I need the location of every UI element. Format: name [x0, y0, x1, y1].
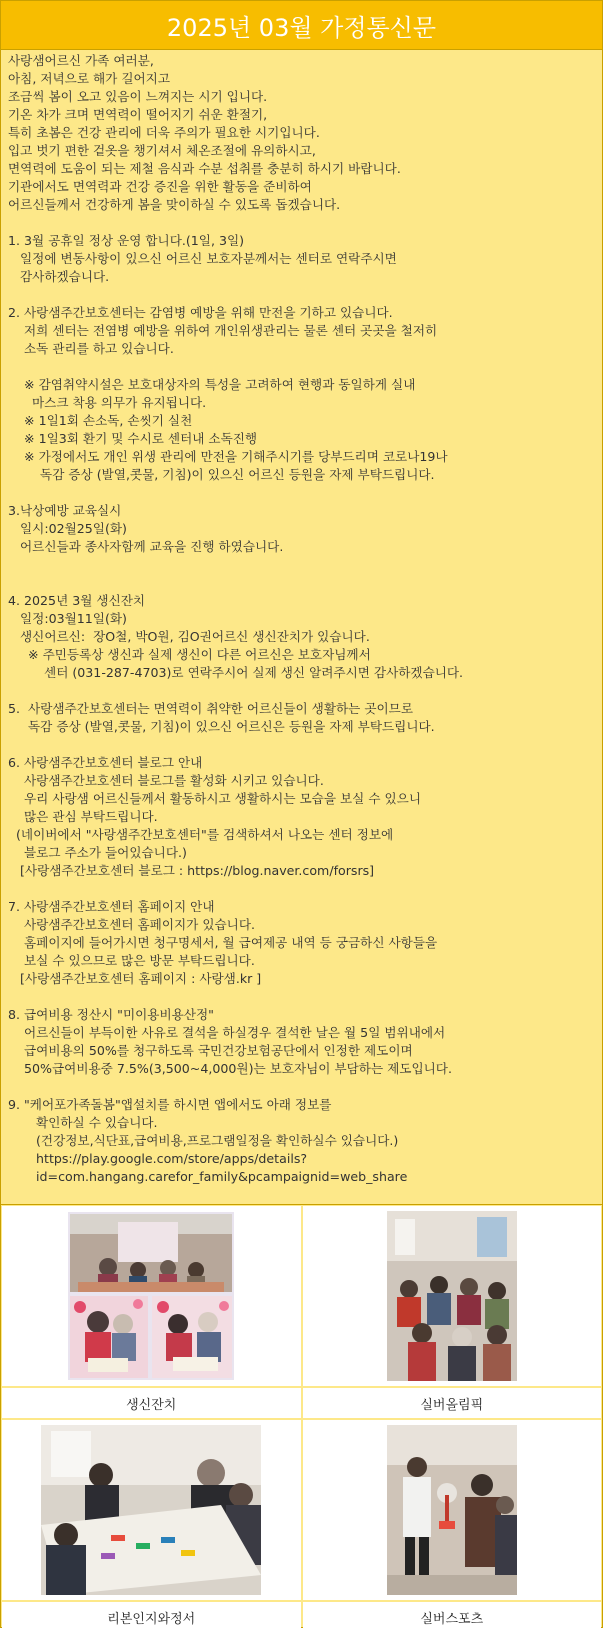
- body-line: 일정에 변동사항이 있으신 어르신 보호자분께서는 센터로 연락주시면: [8, 251, 397, 266]
- body-line: 소독 관리를 하고 있습니다.: [8, 341, 174, 356]
- silver-olympic-photo: [387, 1211, 517, 1381]
- body-line: 1. 3월 공휴일 정상 운영 합니다.(1일, 3일): [8, 233, 245, 248]
- body-line: 특히 초봄은 건강 관리에 더욱 주의가 필요한 시기입니다.: [8, 125, 320, 140]
- body-line: 일정:03월11일(화): [8, 611, 127, 626]
- photo-cell-birthday: [2, 1206, 301, 1386]
- body-line: 6. 사랑샘주간보호센터 블로그 안내: [8, 755, 203, 770]
- body-line: 많은 관심 부탁드립니다.: [8, 809, 158, 824]
- body-line: 보실 수 있으므로 많은 방문 부탁드립니다.: [8, 953, 255, 968]
- body-line: 일시:02월25일(화): [8, 521, 127, 536]
- photo-cell-olympic: [303, 1206, 602, 1386]
- body-line: 7. 사랑샘주간보호센터 홈페이지 안내: [8, 899, 215, 914]
- body-line: 8. 급여비용 정산시 "미이용비용산정": [8, 1007, 214, 1022]
- body-line: [8, 880, 595, 898]
- body-line: 사랑샘어르신 가족 여러분,: [8, 53, 154, 68]
- body-line: ※ 1일1회 손소독, 손씻기 실천: [8, 413, 193, 428]
- body-line: [8, 1078, 595, 1096]
- body-line: [8, 556, 595, 574]
- body-line: 9. "케어포가족돌봄"앱설치를 하시면 앱에서도 아래 정보를: [8, 1097, 332, 1112]
- body-line: 기관에서도 면역력과 건강 증진을 위한 활동을 준비하여: [8, 179, 312, 194]
- body-line: (건강정보,식단표,급여비용,프로그램일정을 확인하실수 있습니다.): [8, 1133, 399, 1148]
- body-line: 면역력에 도움이 되는 제철 음식과 수분 섭취를 충분히 하시기 바랍니다.: [8, 161, 401, 176]
- body-line: [사랑샘주간보호센터 블로그 : https://blog.naver.com/forsrs]: [8, 863, 375, 878]
- body-line: id=com.hangang.carefor_family&pcampaignid=web_share: [8, 1169, 408, 1184]
- body-line: 감사하겠습니다.: [8, 269, 110, 284]
- newsletter-title-bar: [0, 0, 603, 50]
- body-line: 확인하실 수 있습니다.: [8, 1115, 158, 1130]
- caption-ribbon: 리본인지와정서: [2, 1602, 301, 1632]
- body-line: 블로그 주소가 들어있습니다.): [8, 845, 187, 860]
- body-line: [8, 358, 595, 376]
- body-line: 50%급여비용중 7.5%(3,500~4,000원)는 보호자님이 부담하는 제도입니다.: [8, 1061, 452, 1076]
- caption-birthday: 생신잔치: [2, 1388, 301, 1418]
- body-line: 3.낙상예방 교육실시: [8, 503, 122, 518]
- photo-cell-ribbon: [2, 1420, 301, 1600]
- newsletter-title: 2025년 03월 가정통신문: [166, 13, 437, 42]
- body-line: [8, 682, 595, 700]
- body-line: 사랑샘주간보호센터 홈페이지가 있습니다.: [8, 917, 256, 932]
- body-line: 어르신들께서 건강하게 봄을 맞이하실 수 있도록 돕겠습니다.: [8, 197, 341, 212]
- body-line: 저희 센터는 전염병 예방을 위하여 개인위생관리는 물론 센터 곳곳을 철저히: [8, 323, 438, 338]
- body-line: 아침, 저녁으로 해가 길어지고: [8, 71, 170, 86]
- body-line: 급여비용의 50%를 청구하도록 국민건강보험공단에서 인정한 제도이며: [8, 1043, 413, 1058]
- body-line: 우리 사랑샘 어르신들께서 활동하시고 생활하시는 모습을 보실 수 있으니: [8, 791, 422, 806]
- body-line: 홈페이지에 들어가시면 청구명세서, 월 급여제공 내역 등 궁금하신 사항들을: [8, 935, 438, 950]
- newsletter-body: [0, 50, 603, 1204]
- body-line: https://play.google.com/store/apps/details?: [8, 1151, 308, 1166]
- body-line: 입고 벗기 편한 겉옷을 챙기셔서 체온조절에 유의하시고,: [8, 143, 316, 158]
- body-line: 생신어르신: 장O철, 박O원, 김O권어르신 생신잔치가 있습니다.: [8, 629, 370, 644]
- body-line: 독감 증상 (발열,콧물, 기침)이 있으신 어르신 등원을 자제 부탁드립니다.: [8, 467, 435, 482]
- body-line: [8, 484, 595, 502]
- body-line: [8, 214, 595, 232]
- body-line: ※ 주민등록상 생신과 실제 생신이 다른 어르신은 보호자님께서: [8, 647, 371, 662]
- body-line: 5. 사랑샘주간보호센터는 면역력이 취약한 어르신들이 생활하는 곳이므로: [8, 701, 414, 716]
- body-line: [8, 988, 595, 1006]
- body-line: 사랑샘주간보호센터 블로그를 활성화 시키고 있습니다.: [8, 773, 324, 788]
- body-line: (네이버에서 "사랑샘주간보호센터"를 검색하셔서 나오는 센터 정보에: [8, 827, 394, 842]
- ribbon-cognition-photo: [41, 1425, 261, 1595]
- body-line: [8, 736, 595, 754]
- body-line: 기온 차가 크며 면역력이 떨어지기 쉬운 환절기,: [8, 107, 268, 122]
- birthday-party-photo: [68, 1212, 234, 1380]
- silver-sports-photo: [387, 1425, 517, 1595]
- body-line: 4. 2025년 3월 생신잔치: [8, 593, 146, 608]
- body-line: 어르신들과 종사자함께 교육을 진행 하였습니다.: [8, 539, 284, 554]
- body-line: 어르신들이 부득이한 사유로 결석을 하실경우 결석한 날은 월 5일 범위내에서: [8, 1025, 446, 1040]
- body-line: 조금씩 봄이 오고 있음이 느껴지는 시기 입니다.: [8, 89, 268, 104]
- body-line: 마스크 착용 의무가 유지됩니다.: [8, 395, 207, 410]
- body-line: [사랑샘주간보호센터 홈페이지 : 사랑샘.kr ]: [8, 971, 262, 986]
- body-line: ※ 1일3회 환기 및 수시로 센터내 소독진행: [8, 431, 258, 446]
- body-line: [8, 574, 595, 592]
- body-line: 센터 (031-287-4703)로 연락주시어 실제 생신 알려주시면 감사하겠습니다.: [8, 665, 464, 680]
- caption-olympic: 실버올림픽: [303, 1388, 602, 1418]
- body-line: 독감 증상 (발열,콧물, 기침)이 있으신 어르신은 등원을 자제 부탁드립니다.: [8, 719, 435, 734]
- photo-cell-sports: [303, 1420, 602, 1600]
- body-line: [8, 286, 595, 304]
- body-line: 2. 사랑샘주간보호센터는 감염병 예방을 위해 만전을 기하고 있습니다.: [8, 305, 393, 320]
- body-line: ※ 가정에서도 개인 위생 관리에 만전을 기해주시기를 당부드리며 코로나19나: [8, 449, 448, 464]
- body-line: ※ 감염취약시설은 보호대상자의 특성을 고려하여 현행과 동일하게 실내: [8, 377, 416, 392]
- caption-sports: 실버스포츠: [303, 1602, 602, 1632]
- photo-grid: [0, 1204, 603, 1628]
